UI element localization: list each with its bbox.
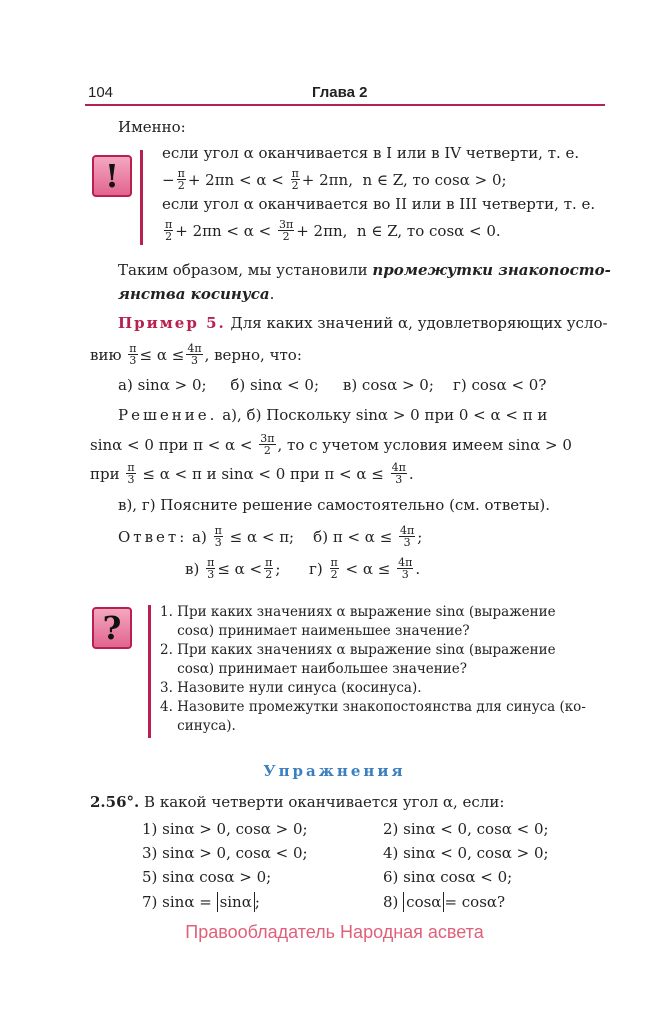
numerator: 3π bbox=[260, 432, 275, 445]
text-segment: 3) sinα > 0, cosα < 0; bbox=[142, 844, 308, 862]
text-segment: 1. При каких значениях α выражение sinα (выражение bbox=[160, 604, 556, 620]
text-segment: 6) sinα cosα < 0; bbox=[383, 868, 513, 886]
example-line bbox=[90, 343, 302, 366]
example-line bbox=[118, 405, 547, 425]
rule-line bbox=[162, 219, 501, 242]
fraction bbox=[214, 525, 223, 548]
emphasis-text: промежутки знакопосто- bbox=[372, 261, 611, 279]
text-segment: вию bbox=[90, 345, 127, 364]
question-line bbox=[160, 660, 467, 678]
text-segment: в) bbox=[185, 559, 205, 578]
numerator: π bbox=[207, 556, 215, 569]
text-segment: 2.56°. bbox=[90, 793, 140, 811]
absolute-value: cosα bbox=[403, 892, 444, 912]
emphasis-text: янства косинуса bbox=[118, 285, 270, 303]
numerator: π bbox=[265, 556, 273, 569]
text-segment: а) sinα > 0; б) sinα < 0; в) cosα > 0; г) cosα < 0? bbox=[118, 376, 547, 394]
example-line bbox=[90, 462, 414, 485]
rule-line bbox=[162, 194, 595, 214]
question-line bbox=[160, 641, 556, 659]
questions-bar bbox=[148, 605, 151, 738]
text-segment: ; bbox=[254, 893, 260, 911]
denominator: 3 bbox=[214, 536, 222, 549]
text-segment: ; bbox=[417, 527, 423, 546]
text-segment: если угол α оканчивается во II или в III четверти, т. е. bbox=[162, 195, 596, 213]
text-segment: 2) sinα < 0, cosα < 0; bbox=[383, 820, 549, 838]
numerator: π bbox=[291, 167, 299, 180]
exercises-title: Упражнения bbox=[263, 762, 406, 780]
fraction bbox=[126, 462, 135, 485]
text-segment: 8) bbox=[383, 893, 404, 911]
text-segment: а), б) Поскольку sinα > 0 при 0 < α < π и bbox=[217, 406, 548, 424]
fraction bbox=[259, 433, 275, 456]
header-rule bbox=[85, 104, 605, 106]
fraction bbox=[397, 557, 413, 580]
denominator: 2 bbox=[282, 230, 290, 243]
text-segment: синуса). bbox=[160, 718, 236, 734]
fraction bbox=[278, 219, 294, 242]
denominator: 2 bbox=[165, 230, 173, 243]
text-segment: ≤ α < π; б) π < α ≤ bbox=[224, 527, 398, 546]
question-line bbox=[160, 679, 422, 697]
denominator: 3 bbox=[395, 473, 403, 486]
answer-line bbox=[185, 557, 420, 580]
fraction bbox=[330, 557, 339, 580]
text-segment: 2. При каких значениях α выражение sinα (выражение bbox=[160, 642, 556, 658]
text-segment: при bbox=[90, 464, 125, 483]
fraction bbox=[128, 343, 137, 366]
text-segment: . bbox=[415, 559, 421, 578]
denominator: 2 bbox=[265, 568, 273, 581]
fraction bbox=[164, 219, 173, 242]
question-line bbox=[160, 603, 556, 621]
exercise-item bbox=[383, 843, 549, 863]
numerator: π bbox=[129, 342, 137, 355]
denominator: 2 bbox=[330, 568, 338, 581]
text-segment: < α ≤ bbox=[340, 559, 396, 578]
denominator: 2 bbox=[291, 179, 299, 192]
text-segment: ; г) bbox=[275, 559, 328, 578]
fraction bbox=[399, 525, 415, 548]
text-segment: в), г) Поясните решение самостоятельно (см. ответы). bbox=[118, 496, 551, 514]
fraction bbox=[291, 168, 300, 191]
text-segment: В какой четверти оканчивается угол α, если: bbox=[139, 793, 505, 811]
summary-line bbox=[118, 284, 274, 304]
copyright-footer: Правообладатель Народная асвета bbox=[185, 922, 484, 942]
page-number: 104 bbox=[88, 84, 114, 101]
summary-line bbox=[118, 260, 611, 280]
exercise-item bbox=[142, 819, 308, 839]
text-segment: = cosα? bbox=[444, 893, 506, 911]
denominator: 2 bbox=[263, 444, 271, 457]
exclamation-icon: ! bbox=[92, 155, 132, 197]
exercise-item bbox=[383, 819, 549, 839]
denominator: 3 bbox=[401, 568, 409, 581]
text-segment: cosα) принимает наименьшее значение? bbox=[160, 623, 470, 639]
example-line bbox=[118, 375, 546, 395]
denominator: 3 bbox=[190, 354, 198, 367]
text-segment: 1) sinα > 0, cosα > 0; bbox=[142, 820, 308, 838]
numerator: π bbox=[214, 524, 222, 537]
text-segment: + 2πn, n ∈ Z, то cosα < 0. bbox=[296, 221, 501, 240]
text-segment: 4) sinα < 0, cosα > 0; bbox=[383, 844, 549, 862]
fraction bbox=[186, 343, 202, 366]
numerator: 4π bbox=[391, 461, 406, 474]
text-segment: Для каких значений α, удовлетворяющих усло- bbox=[225, 314, 608, 332]
example-label: Пример 5. bbox=[118, 314, 226, 332]
text-segment: . bbox=[408, 464, 414, 483]
rule-line bbox=[162, 168, 507, 191]
text-segment: если угол α оканчивается в I или в IV четверти, т. е. bbox=[162, 144, 580, 162]
exercise-item bbox=[383, 892, 505, 912]
question-line bbox=[160, 717, 236, 735]
denominator: 3 bbox=[403, 536, 411, 549]
text-segment: , верно, что: bbox=[204, 345, 302, 364]
numerator: π bbox=[165, 218, 173, 231]
text-segment: ≤ α < bbox=[217, 559, 263, 578]
exercise-item bbox=[142, 892, 260, 912]
question-line bbox=[160, 622, 470, 640]
text-segment: Таким образом, мы установили bbox=[118, 261, 373, 279]
chapter-title: Глава 2 bbox=[312, 84, 368, 101]
denominator: 3 bbox=[207, 568, 215, 581]
numerator: 4π bbox=[398, 556, 413, 569]
denominator: 3 bbox=[127, 473, 135, 486]
text-segment: Ответ: bbox=[118, 527, 188, 546]
intro-text: Именно: bbox=[118, 118, 186, 136]
text-segment: ≤ α < π и sinα < 0 при π < α ≤ bbox=[137, 464, 389, 483]
example-line bbox=[118, 313, 608, 333]
fraction bbox=[206, 557, 215, 580]
fraction bbox=[391, 462, 407, 485]
example-line bbox=[118, 495, 550, 515]
text-segment: 5) sinα cosα > 0; bbox=[142, 868, 272, 886]
text-segment: 7) sinα = bbox=[142, 893, 217, 911]
text-segment: − bbox=[162, 170, 175, 189]
numerator: 4π bbox=[400, 524, 415, 537]
denominator: 2 bbox=[177, 179, 185, 192]
numerator: π bbox=[177, 167, 185, 180]
text-segment: 3. Назовите нули синуса (косинуса). bbox=[160, 680, 422, 696]
text-segment: 4. Назовите промежутки знакопостоянства для синуса (ко- bbox=[160, 699, 586, 715]
numerator: π bbox=[127, 461, 135, 474]
question-line bbox=[160, 698, 586, 716]
answer-line bbox=[118, 525, 422, 548]
rule-bar bbox=[140, 150, 143, 245]
exercise-task bbox=[90, 792, 504, 812]
text-segment: а) bbox=[187, 527, 212, 546]
fraction bbox=[264, 557, 273, 580]
text-segment: . bbox=[269, 285, 275, 303]
text-segment: sinα < 0 при π < α < bbox=[90, 435, 258, 454]
text-segment: cosα) принимает наибольшее значение? bbox=[160, 661, 467, 677]
text-segment: , то с учетом условия имеем sinα > 0 bbox=[277, 435, 572, 454]
denominator: 3 bbox=[129, 354, 137, 367]
numerator: 3π bbox=[278, 218, 294, 231]
text-segment: + 2πn, n ∈ Z, то cosα > 0; bbox=[301, 170, 507, 189]
numerator: π bbox=[330, 556, 338, 569]
absolute-value: sinα bbox=[217, 892, 255, 912]
text-segment: + 2πn < α < bbox=[175, 221, 276, 240]
exercise-item bbox=[383, 867, 512, 887]
fraction bbox=[177, 168, 186, 191]
example-line bbox=[90, 433, 572, 456]
numerator: 4π bbox=[187, 342, 202, 355]
exercise-item bbox=[142, 867, 271, 887]
question-icon: ? bbox=[92, 607, 132, 649]
text-segment: + 2πn < α < bbox=[187, 170, 289, 189]
rule-line bbox=[162, 143, 579, 163]
text-segment: ≤ α ≤ bbox=[139, 345, 185, 364]
exercise-item bbox=[142, 843, 308, 863]
text-segment: Решение. bbox=[118, 406, 218, 424]
